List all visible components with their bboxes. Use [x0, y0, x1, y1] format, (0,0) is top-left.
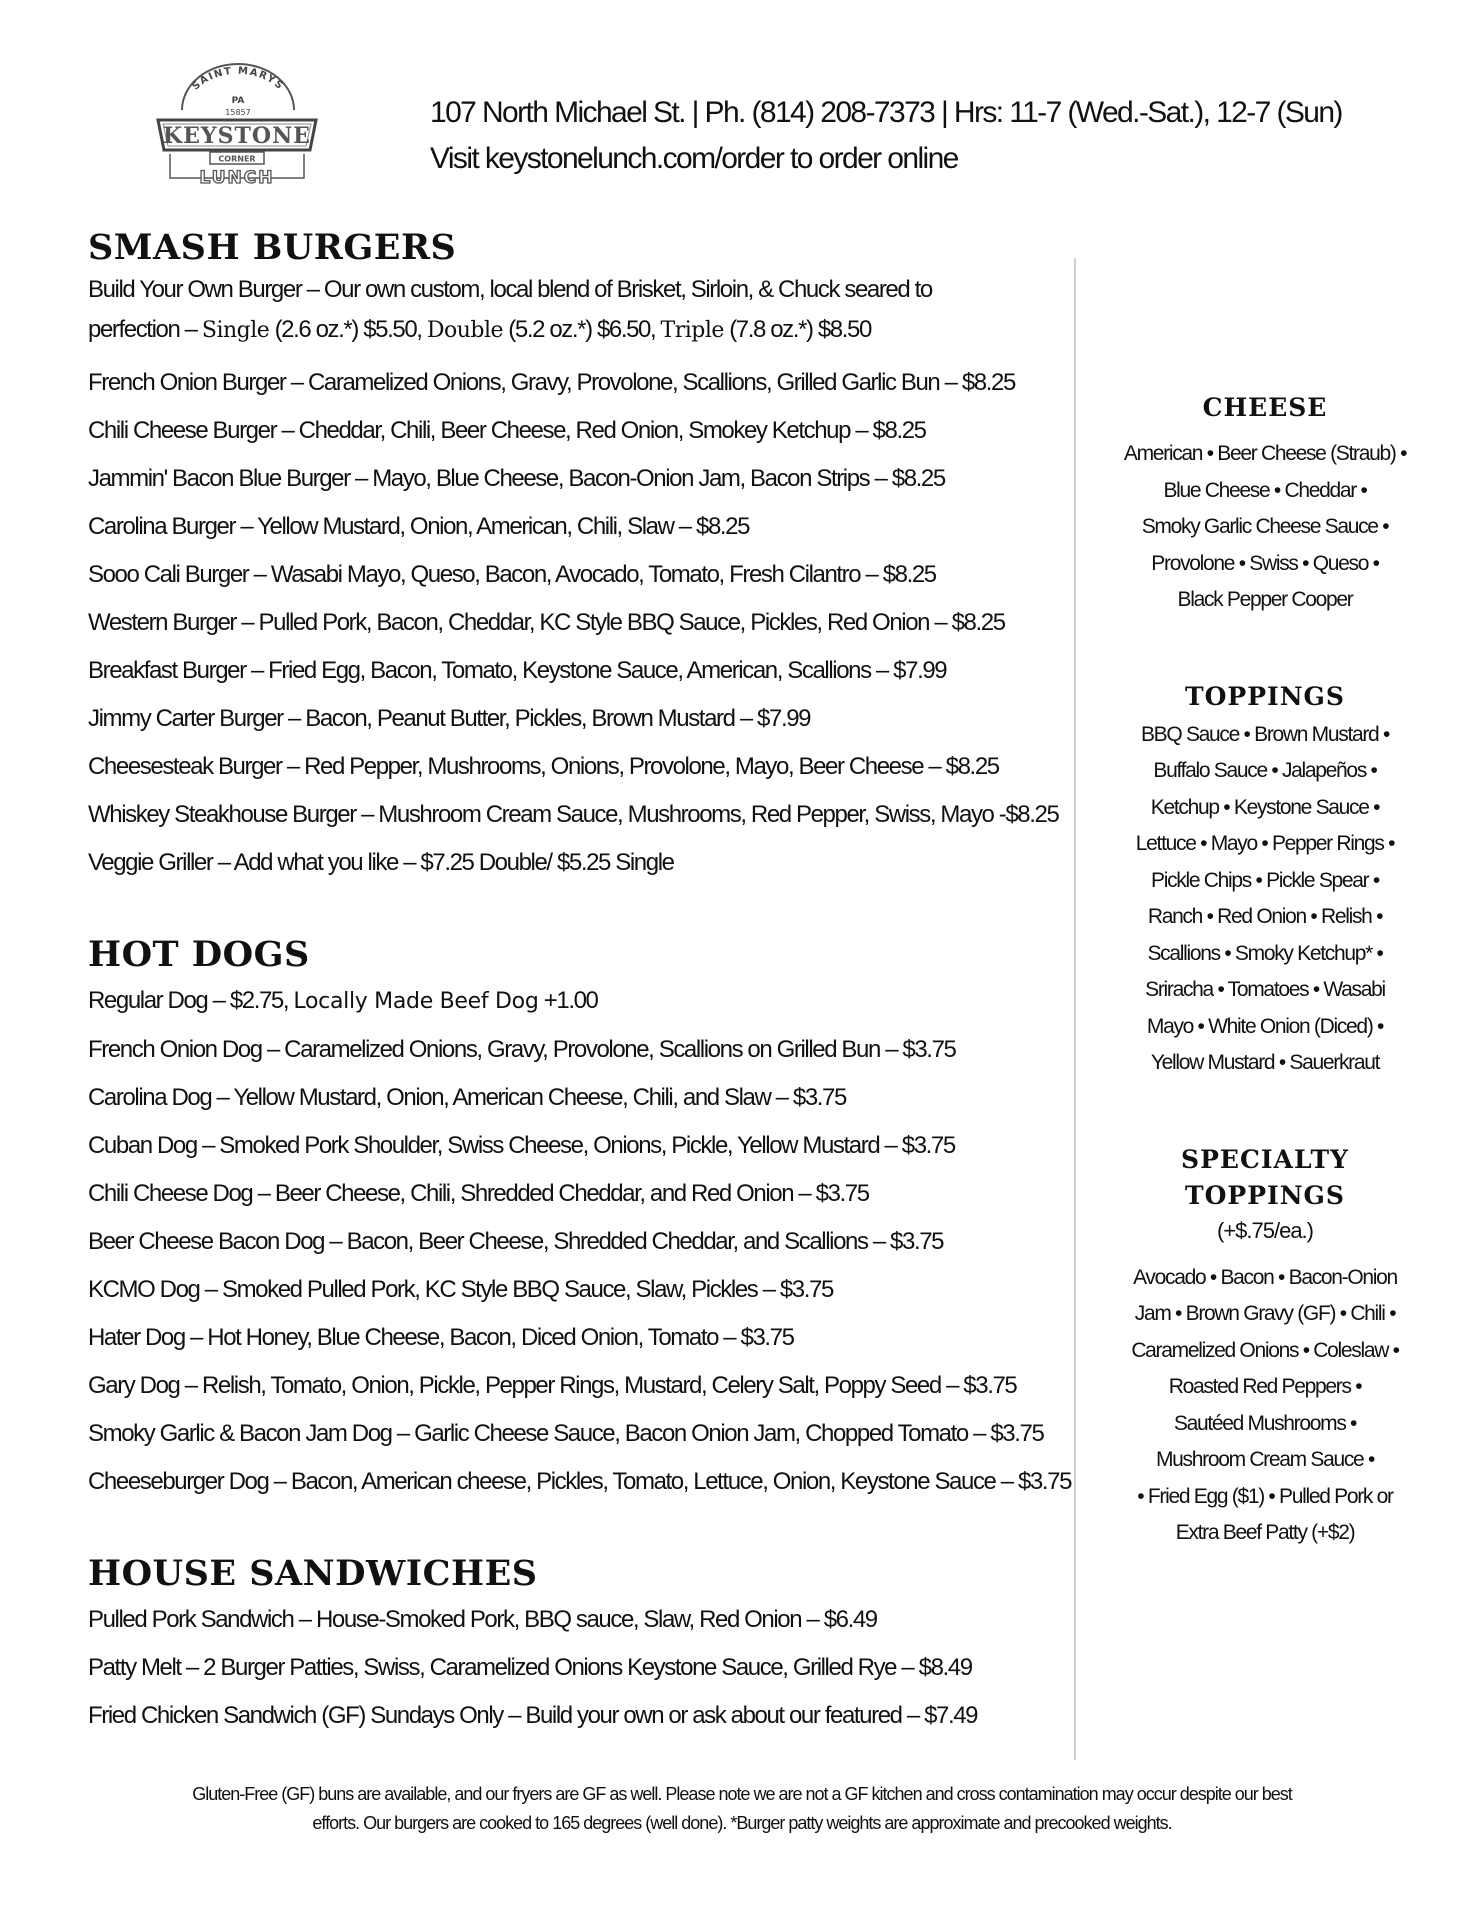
menu-item: Carolina Burger – Yellow Mustard, Onion, American, Chili, Slaw – $8.25 [88, 513, 750, 540]
smash-burgers-title: SMASH BURGERS [88, 227, 457, 268]
specialty-line: Sautéed Mushrooms • [1173, 1411, 1357, 1435]
menu-item: Jimmy Carter Burger – Bacon, Peanut Butter, Pickles, Brown Mustard – $7.99 [88, 705, 811, 732]
menu-item: Chili Cheese Burger – Cheddar, Chili, Beer Cheese, Red Onion, Smokey Ketchup – $8.25 [88, 417, 926, 444]
build-your-own-intro: Build Your Own Burger – Our own custom, local blend of Brisket, Sirloin, & Chuck seared to perfection – [88, 276, 932, 343]
specialty-line: Mushroom Cream Sauce • [1155, 1448, 1374, 1471]
toppings-line: Ketchup • Keystone Sauce • [1150, 795, 1380, 819]
specialty-toppings-block [1105, 1142, 1425, 1552]
menu-item: Hater Dog – Hot Honey, Blue Cheese, Bacon, Diced Onion, Tomato – $3.75 [88, 1324, 794, 1351]
specialty-line: Extra Beef Patty (+$2) [1175, 1521, 1355, 1544]
menu-item: Western Burger – Pulled Pork, Bacon, Cheddar, KC Style BBQ Sauce, Pickles, Red Onion – $8.25 [88, 609, 1005, 636]
hot-dogs-title: HOT DOGS [88, 934, 310, 975]
house-sandwiches-title: HOUSE SANDWICHES [88, 1553, 538, 1594]
locally-made-beef-dog: Locally Made Beef Dog [293, 989, 539, 1014]
menu-item: Breakfast Burger – Fried Egg, Bacon, Tomato, Keystone Sauce, American, Scallions – $7.99 [88, 657, 947, 684]
menu-item: KCMO Dog – Smoked Pulled Pork, KC Style BBQ Sauce, Slaw, Pickles – $3.75 [88, 1276, 833, 1303]
cheese-list [1105, 436, 1425, 619]
triple-detail: (7.8 oz.*) $8.50 [723, 316, 871, 343]
toppings-line: Scallions • Smoky Ketchup* • [1147, 941, 1383, 965]
smash-burgers-section [88, 226, 1078, 887]
svg-text:SAINT MARYS [190, 66, 285, 93]
double-detail: (5.2 oz.*) $6.50, [503, 316, 661, 343]
toppings-line: Yellow Mustard • Sauerkraut [1150, 1051, 1380, 1074]
menu-item: French Onion Dog – Caramelized Onions, Gravy, Provolone, Scallions on Grilled Bun – $3.75 [88, 1036, 956, 1063]
menu-item: Gary Dog – Relish, Tomato, Onion, Pickle, Pepper Rings, Mustard, Celery Salt, Poppy Seed – $3.75 [88, 1372, 1017, 1399]
menu-item: Cuban Dog – Smoked Pork Shoulder, Swiss Cheese, Onions, Pickle, Yellow Mustard – $3.75 [88, 1132, 955, 1159]
cheese-line: Black Pepper Cooper [1177, 588, 1353, 611]
menu-item: Beer Cheese Bacon Dog – Bacon, Beer Cheese, Shredded Cheddar, and Scallions – $3.75 [88, 1228, 944, 1255]
build-your-own-burger [88, 270, 988, 351]
menu-item: Cheeseburger Dog – Bacon, American cheese, Pickles, Tomato, Lettuce, Onion, Keystone Sauce – $3.75 [88, 1468, 1072, 1495]
menu-item: Fried Chicken Sandwich (GF) Sundays Only – Build your own or ask about our featured – $7.49 [88, 1702, 978, 1729]
menu-item: Smoky Garlic & Bacon Jam Dog – Garlic Cheese Sauce, Bacon Onion Jam, Chopped Tomato – $3.75 [88, 1420, 1044, 1447]
regular-dog-item [88, 977, 1078, 1026]
menu-item: Chili Cheese Dog – Beer Cheese, Chili, Shredded Cheddar, and Red Onion – $3.75 [88, 1180, 869, 1207]
order-online-line: Visit keystonelunch.com/order to order online [430, 142, 958, 175]
address-line: 107 North Michael St. | Ph. (814) 208-7373 | Hrs: 11-7 (Wed.-Sat.), 12-7 (Sun) [430, 96, 1342, 129]
toppings-line: Mayo • White Onion (Diced) • [1146, 1014, 1384, 1038]
regular-dog-prefix: Regular Dog – $2.75, [88, 987, 294, 1014]
side-column [1105, 390, 1425, 1612]
specialty-line: Avocado • Bacon • Bacon-Onion [1133, 1265, 1397, 1289]
toppings-line: BBQ Sauce • Brown Mustard • [1140, 722, 1390, 746]
logo-zip: 15857 [225, 108, 251, 117]
menu-item: Jammin' Bacon Blue Burger – Mayo, Blue Cheese, Bacon-Onion Jam, Bacon Strips – $8.25 [88, 465, 945, 492]
specialty-line: • Fried Egg ($1) • Pulled Pork or [1137, 1484, 1393, 1508]
toppings-line: Ranch • Red Onion • Relish • [1147, 905, 1383, 928]
specialty-title-line1: SPECIALTY [1181, 1144, 1349, 1174]
cheese-block [1105, 390, 1425, 619]
single-detail: (2.6 oz.*) $5.50, [269, 316, 427, 343]
cheese-line: Smoky Garlic Cheese Sauce • [1141, 515, 1389, 538]
specialty-line: Caramelized Onions • Coleslaw • [1131, 1338, 1399, 1362]
menu-item: Pulled Pork Sandwich – House-Smoked Pork, BBQ sauce, Slaw, Red Onion – $6.49 [88, 1606, 877, 1633]
cheese-title: CHEESE [1202, 393, 1328, 422]
logo-arc-text: SAINT MARYS [190, 65, 286, 93]
menu-item: Whiskey Steakhouse Burger – Mushroom Cream Sauce, Mushrooms, Red Pepper, Swiss, Mayo -$8.25 [88, 801, 1059, 828]
column-divider [1074, 258, 1076, 1760]
menu-item: Patty Melt – 2 Burger Patties, Swiss, Caramelized Onions Keystone Sauce, Grilled Rye – $8.49 [88, 1654, 972, 1681]
logo-state: PA [231, 96, 245, 106]
main-menu [88, 226, 1078, 1786]
specialty-line: Roasted Red Peppers • [1168, 1375, 1362, 1398]
specialty-price: (+$.75/ea.) [1216, 1217, 1313, 1243]
specialty-line: Jam • Brown Gravy (GF) • Chili • [1134, 1302, 1396, 1325]
cheese-line: Provolone • Swiss • Queso • [1151, 551, 1379, 575]
menu-item: Carolina Dog – Yellow Mustard, Onion, American Cheese, Chili, and Slaw – $3.75 [88, 1084, 846, 1111]
menu-item: Sooo Cali Burger – Wasabi Mayo, Queso, Bacon, Avocado, Tomato, Fresh Cilantro – $8.25 [88, 561, 936, 588]
cheese-line: Blue Cheese • Cheddar • [1163, 478, 1367, 502]
logo-bottom-word: LUNCH [199, 168, 275, 188]
menu-item: French Onion Burger – Caramelized Onions, Gravy, Provolone, Scallions, Grilled Garlic Bun – $8.25 [88, 369, 1015, 396]
house-sandwiches-section [88, 1552, 1078, 1740]
header [430, 90, 1342, 182]
toppings-line: Pickle Chips • Pickle Spear • [1151, 868, 1379, 892]
toppings-line: Buffalo Sauce • Jalapeños • [1153, 759, 1377, 782]
cheese-line: American • Beer Cheese (Straub) • [1123, 442, 1407, 465]
regular-dog-suffix: +1.00 [538, 987, 598, 1014]
double-label: Double [426, 318, 504, 343]
toppings-list [1105, 717, 1425, 1082]
menu-item: Veggie Griller – Add what you like – $7.25 Double/ $5.25 Single [88, 849, 674, 876]
toppings-line: Sriracha • Tomatoes • Wasabi [1145, 978, 1385, 1001]
footer-line: efforts. Our burgers are cooked to 165 degrees (well done). *Burger patty weights are approximate and precooked weights. [312, 1813, 1172, 1833]
toppings-block [1105, 679, 1425, 1082]
toppings-title: TOPPINGS [1185, 681, 1345, 711]
specialty-list [1105, 1260, 1425, 1552]
single-label: Single [201, 318, 270, 343]
specialty-title-line2: TOPPINGS [1185, 1180, 1345, 1210]
keystone-corner-lunch-logo [152, 58, 322, 188]
logo-sub-word: CORNER [218, 154, 256, 164]
menu-item: Cheesesteak Burger – Red Pepper, Mushrooms, Onions, Provolone, Mayo, Beer Cheese – $8.25 [88, 753, 999, 780]
triple-label: Triple [660, 318, 724, 343]
footer-line: Gluten-Free (GF) buns are available, and our fryers are GF as well. Please note we are not a GF kitchen and cross contamination may occur despite our best [192, 1784, 1292, 1804]
footer-note [108, 1780, 1376, 1838]
hot-dogs-section [88, 933, 1078, 1506]
logo-main-word: KEYSTONE [163, 123, 311, 149]
toppings-line: Lettuce • Mayo • Pepper Rings • [1135, 832, 1395, 855]
